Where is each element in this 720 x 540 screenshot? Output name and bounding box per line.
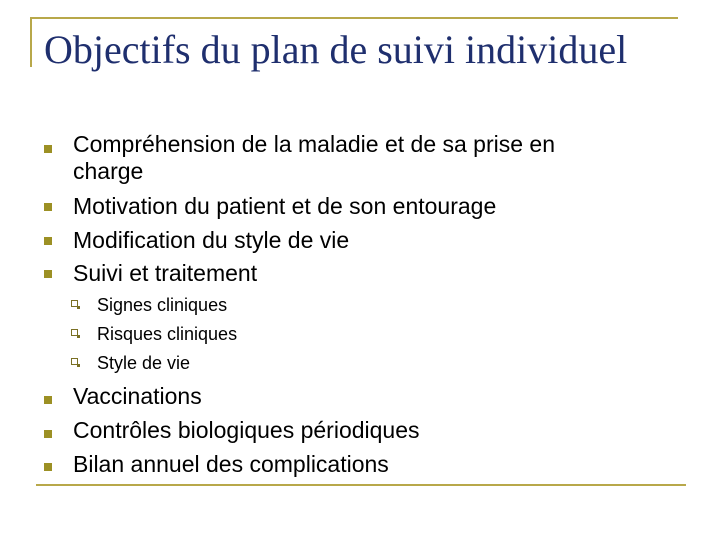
bottom-rule <box>36 484 686 486</box>
bullet-text-7: Bilan annuel des complications <box>73 451 389 477</box>
bullet-square-icon <box>44 430 52 438</box>
sub-bullet-box-icon <box>71 300 78 307</box>
bullet-text-4: Suivi et traitement <box>73 260 258 286</box>
sub-bullet-text-3: Style de vie <box>97 353 191 373</box>
bullet-text-5: Vaccinations <box>73 383 202 409</box>
bullet-text-1b: charge <box>73 158 144 184</box>
bullet-square-icon <box>44 145 52 153</box>
bullet-text-1a: Compréhension de la maladie et de sa prise en <box>73 131 556 157</box>
sub-bullet-box-icon <box>71 329 78 336</box>
bullet-square-icon <box>44 396 52 404</box>
bullet-text-2: Motivation du patient et de son entourage <box>73 193 497 219</box>
slide-title: Objectifs du plan de suivi individuel <box>44 27 628 72</box>
sub-bullet-box-icon <box>71 358 78 365</box>
top-rule <box>30 17 678 19</box>
left-rule <box>30 17 32 67</box>
bullet-square-icon <box>44 270 52 278</box>
bullet-text-3: Modification du style de vie <box>73 227 350 253</box>
sub-bullet-text-1: Signes cliniques <box>97 295 228 315</box>
bullet-text-6: Contrôles biologiques périodiques <box>73 417 420 443</box>
bullet-square-icon <box>44 237 52 245</box>
sub-bullet-text-2: Risques cliniques <box>97 324 238 344</box>
bullet-square-icon <box>44 203 52 211</box>
bullet-square-icon <box>44 463 52 471</box>
